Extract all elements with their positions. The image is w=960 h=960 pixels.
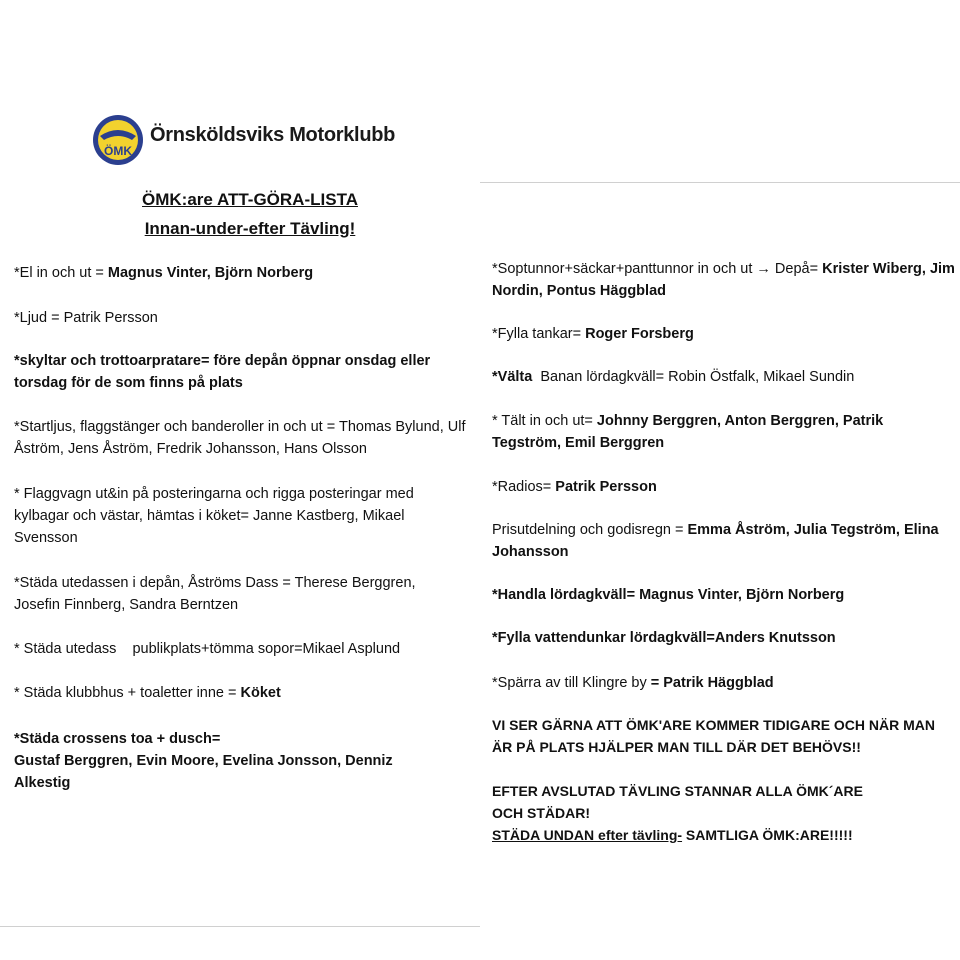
task-item: *Fylla vattendunkar lördagkväll=Anders Knutsson	[492, 630, 836, 646]
task-item: * Städa utedass publikplats+tömma sopor=Mikael Asplund	[14, 641, 401, 657]
list-title: ÖMK:are ATT-GÖRA-LISTA	[142, 190, 358, 209]
list-subtitle: Innan-under-efter Tävling!	[144, 219, 356, 238]
task-item: *Spärra av till Klingre by = Patrik Häggblad	[492, 675, 774, 691]
task-item: *skyltar och trottoarpratare= före depån öppnar onsdag eller torsdag för de som finns på plats	[14, 353, 431, 391]
notice-arrive-early: VI SER GÄRNA ATT ÖMK'ARE KOMMER TIDIGARE OCH NÄR MAN ÄR PÅ PLATS HJÄLPER MAN TILL DÄR DET BEHÖVS!!	[492, 717, 936, 755]
task-item: *Handla lördagkväll= Magnus Vinter, Björn Norberg	[492, 587, 845, 603]
task-item: * Flaggvagn ut&in på posteringarna och rigga posteringar med kylbagar och västar, hämtas i köket= Janne Kastberg, Mikael Svensson	[14, 486, 414, 546]
task-item: *Städa utedassen i depån, Åströms Dass = Therese Berggren, Josefin Finnberg, Sandra Berntzen	[14, 575, 416, 613]
task-item: *Ljud = Patrik Persson	[14, 310, 158, 326]
club-logo	[92, 114, 144, 166]
task-item: *Städa crossens toa + dusch= Gustaf Berggren, Evin Moore, Evelina Jonsson, Denniz Alkestig	[14, 731, 393, 791]
task-item: * Tält in och ut= Johnny Berggren, Anton Berggren, Patrik Tegström, Emil Berggren	[492, 413, 884, 451]
task-item: *Radios= Patrik Persson	[492, 479, 657, 495]
task-item: *Soptunnor+säckar+panttunnor in och ut → Depå= Krister Wiberg, Jim Nordin, Pontus Häggblad	[492, 261, 955, 299]
task-item: * Städa klubbhus + toaletter inne = Köket	[14, 685, 281, 701]
panel-divider-top	[480, 182, 960, 183]
task-item: Prisutdelning och godisregn = Emma Åström, Julia Tegström, Elina Johansson	[492, 522, 939, 560]
logo-text: ÖMK	[104, 144, 132, 158]
task-item: *Startljus, flaggstänger och banderoller in och ut = Thomas Bylund, Ulf Åström, Jens Åström, Fredrik Johansson, Hans Olsson	[14, 419, 466, 457]
task-item: *Fylla tankar= Roger Forsberg	[492, 326, 694, 342]
org-name: Örnsköldsviks Motorklubb	[150, 124, 396, 146]
panel-divider-bottom	[0, 926, 480, 927]
notice-cleanup: EFTER AVSLUTAD TÄVLING STANNAR ALLA ÖMK´ARE OCH STÄDAR! STÄDA UNDAN efter tävling- SAMTLIGA ÖMK:ARE!!!!!	[492, 783, 863, 843]
task-item: *Välta Banan lördagkväll= Robin Östfalk, Mikael Sundin	[492, 369, 855, 385]
task-item: *El in och ut = Magnus Vinter, Björn Norberg	[14, 265, 314, 281]
